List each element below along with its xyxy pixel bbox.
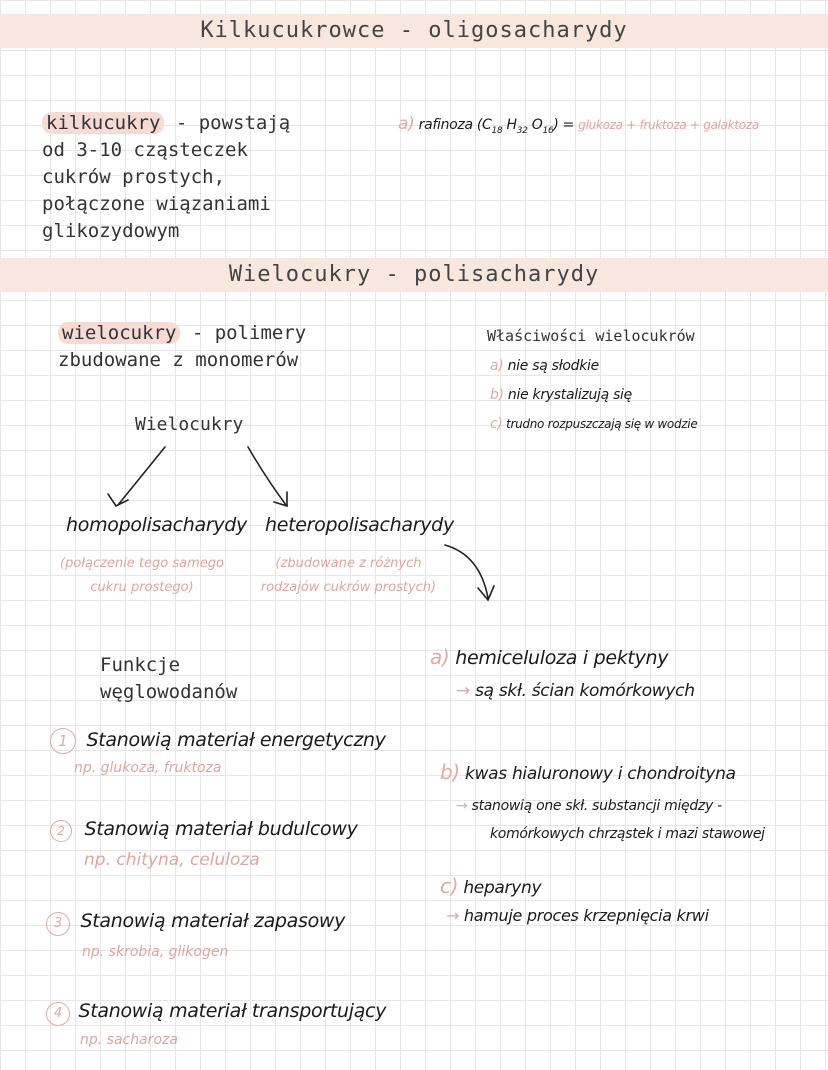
function-example: np. chityna, celuloza [84,850,260,870]
homo-note-line-2: cukru prostego) [90,580,194,595]
carbon-subscript: 18 [491,125,503,136]
poly-definition-line-1: - polimery [180,322,307,344]
function-item [50,728,386,776]
homo-note-line-1: (połączenie tego samego [60,556,224,571]
homopolysaccharides-note [52,552,232,600]
function-text: Stanowią materiał transportujący [78,1000,387,1022]
hetero-example-a [430,645,695,701]
definition-line-3: cukrów prostych, [42,166,226,188]
function-example: np. sacharoza [80,1032,178,1048]
formula-equals: ) = [553,117,575,133]
example-name: heparyny [463,878,542,898]
function-text: Stanowią materiał energetyczny [86,729,386,751]
properties-heading: Właściwości wielocukrów [487,327,695,345]
number-1-icon: 1 [50,728,76,754]
term-wielocukry: wielocukry [58,322,180,344]
functions-heading [100,652,237,706]
example-marker: a) [398,114,415,134]
hetero-example-c [440,874,709,925]
hetero-note-line-1: (zbudowane z różnych [275,556,422,571]
heteropolysaccharides-note [256,552,441,600]
tree-root-label: Wielocukry [135,414,244,435]
section-title-oligosaccharides: Kilkucukrowce - oligosacharydy [0,14,828,48]
functions-heading-line-2: węglowodanów [100,681,238,703]
heteropolysaccharides-label: heteropolisacharydy [265,514,454,536]
number-4-icon: 4 [46,1002,70,1026]
example-name: hemiceluloza i pektyny [455,647,669,669]
property-marker: a) [490,358,504,374]
property-marker: c) [490,416,503,432]
example-marker: c) [440,874,459,898]
example-marker: b) [440,760,460,784]
property-text: nie są słodkie [507,358,599,374]
definition-line-4: połączone wiązaniami [42,193,271,215]
term-kilkucukry: kilkucukry [42,112,164,134]
number-2-icon: 2 [50,820,72,842]
hetero-note-line-2: rodzajów cukrów prostych) [260,580,437,595]
arrow-to-hetero [248,447,286,505]
oxygen-subscript: 16 [542,125,554,136]
number-3-icon: 3 [46,912,70,936]
example-marker: a) [430,645,450,669]
function-text: Stanowią materiał zapasowy [80,910,346,932]
homopolysaccharides-label: homopolisacharydy [66,514,247,536]
arrow-right-icon: → [456,798,468,814]
definition-line-1: - powstają [164,112,291,134]
formula-name: rafinoza (C [418,117,492,133]
function-item [46,1000,386,1048]
functions-heading-line-1: Funkcje [100,654,181,676]
arrow-right-icon: → [456,681,470,701]
hetero-example-b [440,760,765,842]
formula-result: glukoza + fruktoza + galaktoza [578,118,759,132]
function-item [50,818,358,870]
arrow-to-homo [118,447,165,505]
definition-line-2: od 3-10 cząsteczek [42,139,248,161]
formula-h: H [502,117,517,133]
function-example: np. skrobia, glikogen [82,944,229,960]
example-desc: stanowią one skł. substancji między - [471,798,722,814]
function-text: Stanowią materiał budulcowy [84,818,358,840]
poly-definition-line-2: zbudowane z monomerów [58,349,299,371]
example-desc: hamuje proces krzepnięcia krwi [463,906,709,925]
function-example: np. glukoza, fruktoza [74,760,222,776]
property-text: trudno rozpuszczają się w wodzie [506,417,698,431]
formula-o: O [527,117,543,133]
property-text: nie krystalizują się [507,387,632,403]
function-item [46,910,345,960]
property-marker: b) [490,387,504,403]
hydrogen-subscript: 32 [516,125,528,136]
example-desc: są skł. ścian komórkowych [475,681,695,701]
arrow-right-icon: → [446,906,460,925]
arrow-to-examples [445,545,488,598]
example-desc: komórkowych chrząstek i mazi stawowej [490,826,765,842]
definition-line-5: glikozydowym [42,220,180,242]
example-name: kwas hialuronowy i chondroityna [465,764,736,784]
section-title-polysaccharides: Wielocukry - polisacharydy [0,258,828,292]
